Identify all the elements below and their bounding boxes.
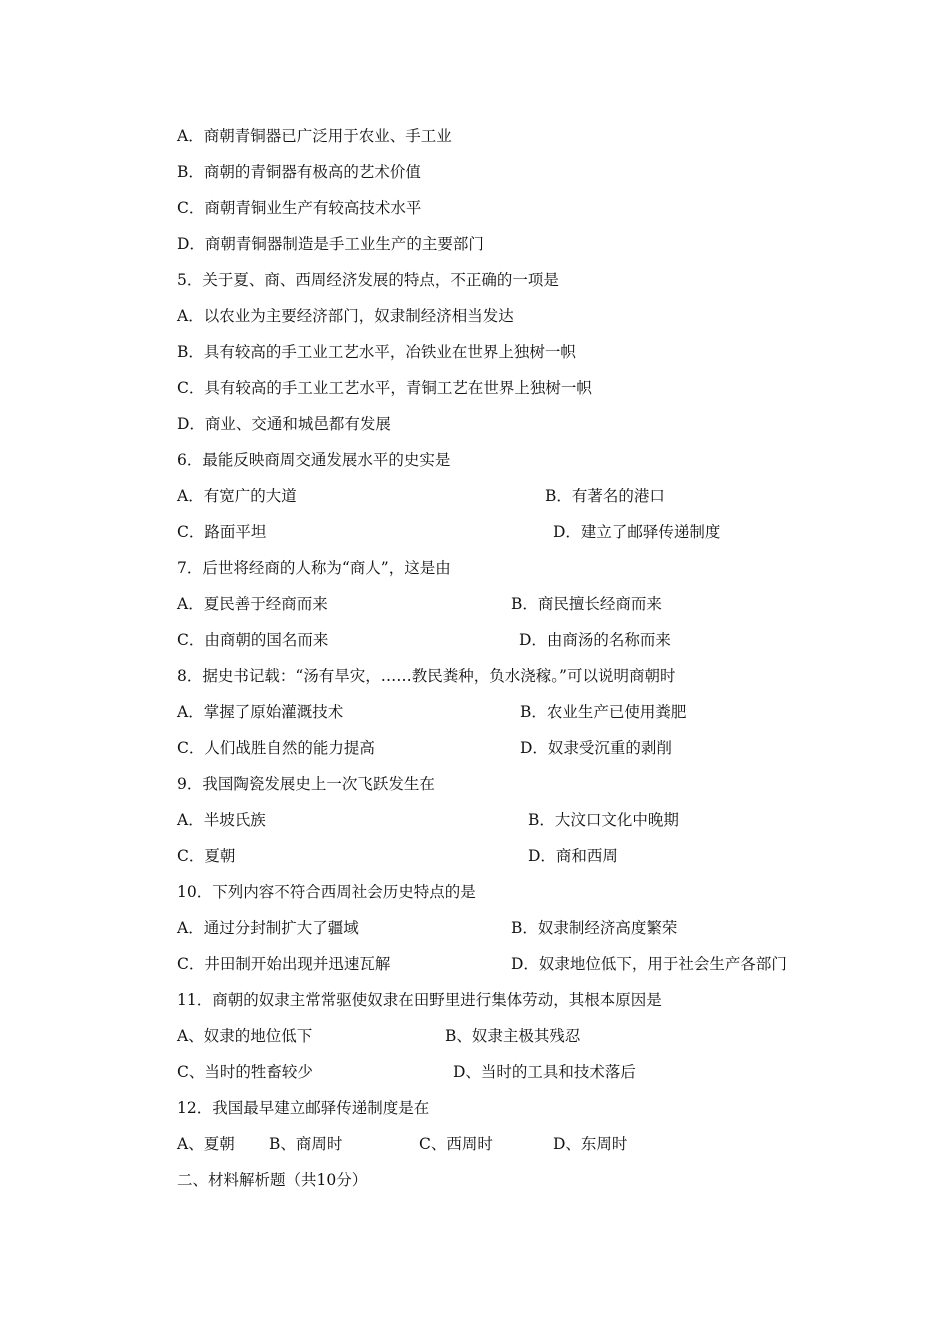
text-q10: 10．下列内容不符合西周社会历史特点的是 bbox=[177, 883, 476, 901]
option-q7cd-1: D．由商汤的名称而来 bbox=[519, 631, 671, 649]
option-q12opts-1: B、商周时 bbox=[269, 1135, 343, 1153]
option-q7ab-1: B．商民擅长经商而来 bbox=[511, 595, 662, 613]
option-q10cd-1: D．奴隶地位低下，用于社会生产各部门 bbox=[511, 955, 787, 973]
text-q11: 11．商朝的奴隶主常常驱使奴隶在田野里进行集体劳动，其根本原因是 bbox=[177, 991, 662, 1009]
option-q8cd-1: D．奴隶受沉重的剥削 bbox=[520, 739, 672, 757]
option-q9ab-0: A．半坡氏族 bbox=[177, 811, 266, 829]
option-q9cd-0: C．夏朝 bbox=[177, 847, 236, 865]
text-q5a: A．以农业为主要经济部门，奴隶制经济相当发达 bbox=[177, 307, 514, 325]
option-q8ab-0: A．掌握了原始灌溉技术 bbox=[177, 703, 344, 721]
option-q12opts-3: D、东周时 bbox=[553, 1135, 628, 1153]
text-q5b: B．具有较高的手工业工艺水平，冶铁业在世界上独树一帜 bbox=[177, 343, 576, 361]
text-q5c: C．具有较高的手工业工艺水平，青铜工艺在世界上独树一帜 bbox=[177, 379, 592, 397]
text-sec2: 二、材料解析题（共10分） bbox=[177, 1171, 368, 1189]
option-q11ab-0: A、奴隶的地位低下 bbox=[177, 1027, 313, 1045]
text-q5: 5．关于夏、商、西周经济发展的特点，不正确的一项是 bbox=[177, 271, 559, 289]
option-q8cd-0: C．人们战胜自然的能力提高 bbox=[177, 739, 375, 757]
option-q11ab-1: B、奴隶主极其残忍 bbox=[445, 1027, 581, 1045]
option-q10ab-0: A．通过分封制扩大了疆域 bbox=[177, 919, 359, 937]
option-q12opts-2: C、西周时 bbox=[419, 1135, 493, 1153]
option-q10cd-0: C．井田制开始出现并迅速瓦解 bbox=[177, 955, 391, 973]
text-q4c: C．商朝青铜业生产有较高技术水平 bbox=[177, 199, 422, 217]
text-q4a: A．商朝青铜器已广泛用于农业、手工业 bbox=[177, 127, 452, 145]
option-q6ab-0: A．有宽广的大道 bbox=[177, 487, 297, 505]
option-q8ab-1: B．农业生产已使用粪肥 bbox=[520, 703, 687, 721]
option-q9cd-1: D．商和西周 bbox=[528, 847, 618, 865]
option-q7ab-0: A．夏民善于经商而来 bbox=[177, 595, 328, 613]
text-q4b: B．商朝的青铜器有极高的艺术价值 bbox=[177, 163, 421, 181]
option-q6cd-1: D．建立了邮驿传递制度 bbox=[553, 523, 721, 541]
text-q12: 12．我国最早建立邮驿传递制度是在 bbox=[177, 1099, 430, 1117]
option-q6ab-1: B．有著名的港口 bbox=[545, 487, 665, 505]
text-q6: 6．最能反映商周交通发展水平的史实是 bbox=[177, 451, 451, 469]
text-q9: 9．我国陶瓷发展史上一次飞跃发生在 bbox=[177, 775, 435, 793]
text-q8: 8．据史书记载：“汤有旱灾，……教民粪种，负水浇稼。”可以说明商朝时 bbox=[177, 667, 676, 685]
text-q5d: D．商业、交通和城邑都有发展 bbox=[177, 415, 391, 433]
option-q9ab-1: B．大汶口文化中晚期 bbox=[528, 811, 679, 829]
option-q12opts-0: A、夏朝 bbox=[177, 1135, 235, 1153]
option-q7cd-0: C．由商朝的国名而来 bbox=[177, 631, 329, 649]
option-q10ab-1: B．奴隶制经济高度繁荣 bbox=[511, 919, 678, 937]
option-q11cd-0: C、当时的牲畜较少 bbox=[177, 1063, 313, 1081]
text-q7: 7．后世将经商的人称为“商人”，这是由 bbox=[177, 559, 451, 577]
text-q4d: D．商朝青铜器制造是手工业生产的主要部门 bbox=[177, 235, 484, 253]
option-q6cd-0: C．路面平坦 bbox=[177, 523, 267, 541]
option-q11cd-1: D、当时的工具和技术落后 bbox=[453, 1063, 636, 1081]
